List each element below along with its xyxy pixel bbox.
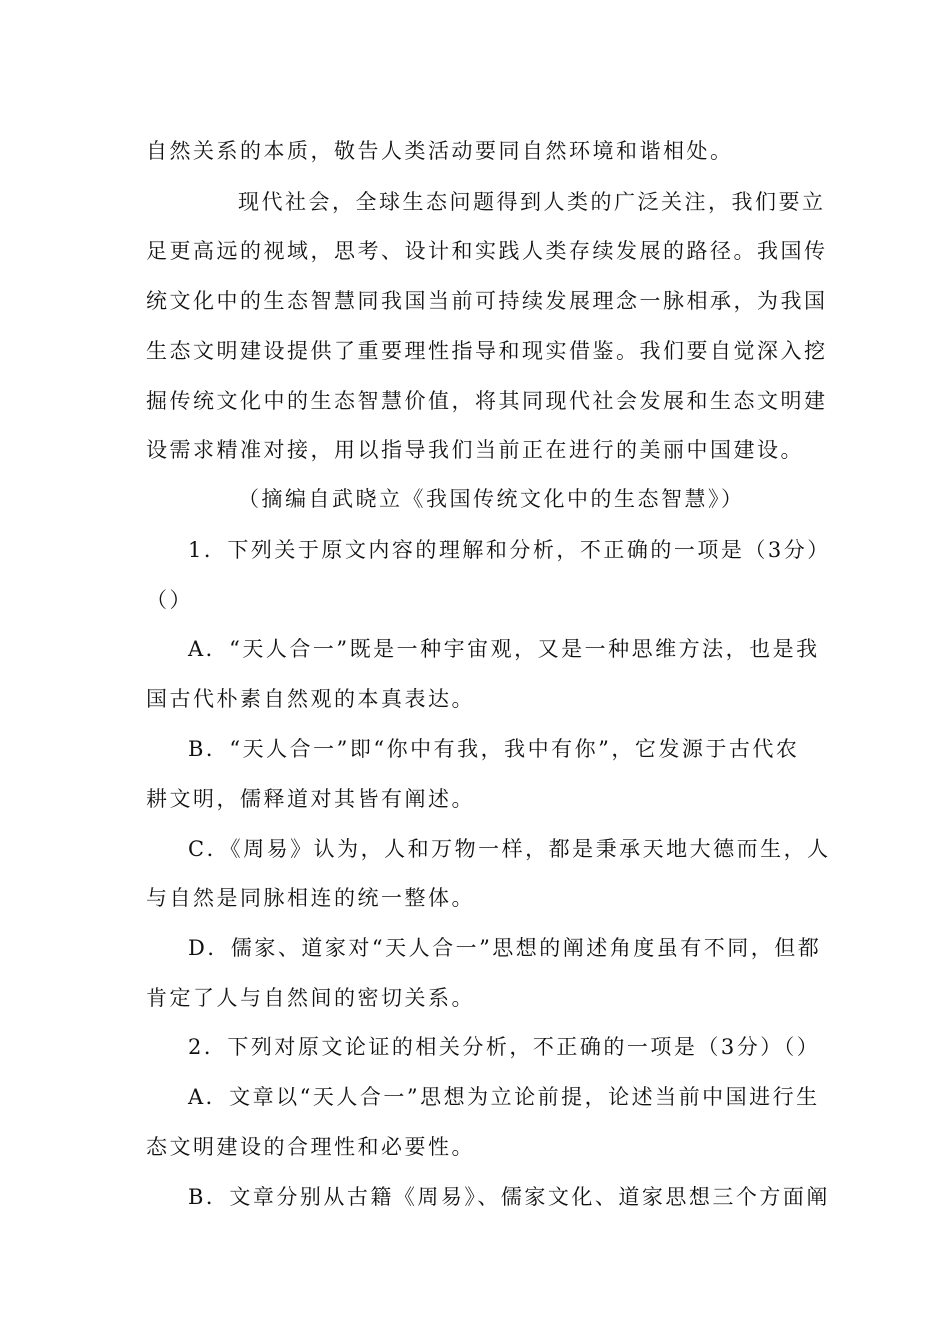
option-b: B．“天人合一”即“你中有我，我中有你”，它发源于古代农 bbox=[188, 737, 800, 761]
source-citation: （摘编自武晓立《我国传统文化中的生态智慧》） bbox=[238, 487, 745, 511]
q2-option-b: B．文章分别从古籍《周易》、儒家文化、道家思想三个方面阐 bbox=[188, 1185, 830, 1209]
text-line: 自然关系的本质，敬告人类活动要同自然环境和谐相处。 bbox=[146, 139, 734, 163]
q2-option-a: A．文章以“天人合一”思想为立论前提，论述当前中国进行生 bbox=[188, 1085, 820, 1109]
text-line: 现代社会，全球生态问题得到人类的广泛关注，我们要立 bbox=[238, 190, 826, 214]
question-1-stem: 1．下列关于原文内容的理解和分析，不正确的一项是（3分） bbox=[188, 538, 831, 562]
option-b-cont: 耕文明，儒释道对其皆有阐述。 bbox=[146, 787, 475, 811]
question-2-stem: 2．下列对原文论证的相关分析，不正确的一项是（3分）（） bbox=[188, 1035, 821, 1059]
option-d: D．儒家、道家对“天人合一”思想的阐述角度虽有不同，但都 bbox=[188, 936, 822, 960]
text-line: 足更高远的视域，思考、设计和实践人类存续发展的路径。我国传 bbox=[146, 239, 828, 263]
option-a: A．“天人合一”既是一种宇宙观，又是一种思维方法，也是我 bbox=[188, 637, 820, 661]
q2-option-a-cont: 态文明建设的合理性和必要性。 bbox=[146, 1135, 475, 1159]
text-line: 统文化中的生态智慧同我国当前可持续发展理念一脉相承，为我国 bbox=[146, 289, 828, 313]
text-line: 设需求精准对接，用以指导我们当前正在进行的美丽中国建设。 bbox=[146, 438, 804, 462]
option-a-cont: 国古代朴素自然观的本真表达。 bbox=[146, 687, 475, 711]
option-d-cont: 肯定了人与自然间的密切关系。 bbox=[146, 986, 475, 1010]
option-c: C．《周易》认为，人和万物一样，都是秉承天地大德而生，人 bbox=[188, 837, 831, 861]
answer-blank: （） bbox=[146, 588, 193, 612]
text-line: 掘传统文化中的生态智慧价值，将其同现代社会发展和生态文明建 bbox=[146, 389, 828, 413]
text-line: 生态文明建设提供了重要理性指导和现实借鉴。我们要自觉深入挖 bbox=[146, 339, 828, 363]
option-c-cont: 与自然是同脉相连的统一整体。 bbox=[146, 886, 475, 910]
